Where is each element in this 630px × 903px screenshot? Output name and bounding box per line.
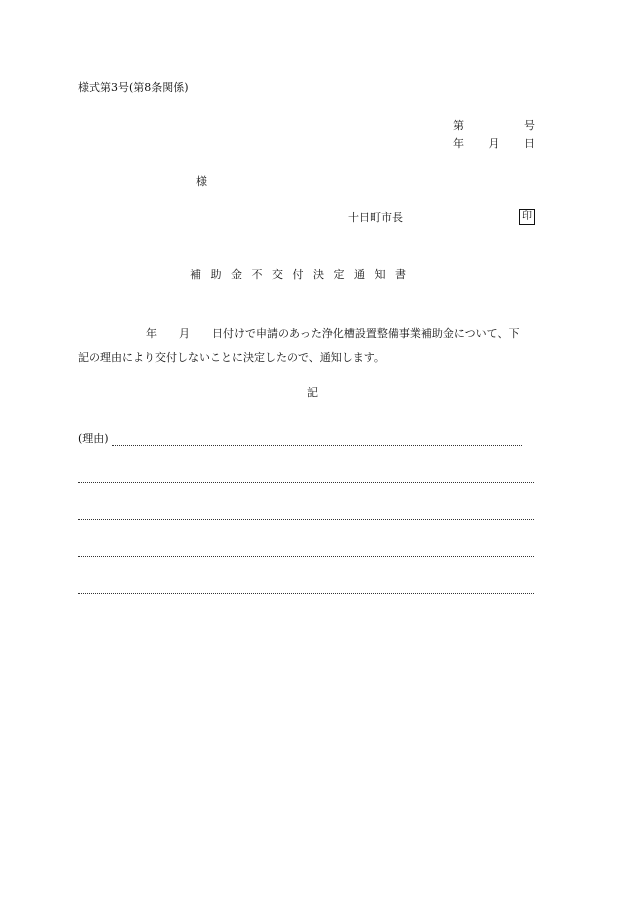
date-day: 日 <box>524 137 535 150</box>
body-text-line1: 日付けで申請のあった浄化槽設置整備事業補助金について、下 <box>212 327 520 340</box>
issuer-name: 十日町市長 <box>348 211 403 224</box>
reason-dotted-line-3[interactable] <box>78 519 534 520</box>
reason-dotted-line-2[interactable] <box>78 482 534 483</box>
date-row <box>453 137 535 151</box>
reason-dotted-line-5[interactable] <box>78 593 534 594</box>
body-month: 月 <box>179 327 190 340</box>
number-go: 号 <box>524 119 535 132</box>
body-paragraph <box>78 322 548 370</box>
form-number: 様式第3号(第8条関係) <box>78 81 189 94</box>
seal-mark: 印 <box>519 209 535 225</box>
number-dai: 第 <box>453 119 464 132</box>
document-title: 補助金不交付決定通知書 <box>190 268 416 281</box>
reason-label: (理由) <box>78 432 109 445</box>
addressee-suffix: 様 <box>196 175 207 188</box>
date-month: 月 <box>488 137 500 150</box>
document-number-row <box>453 119 535 133</box>
body-year: 年 <box>146 327 157 340</box>
reason-dotted-line-4[interactable] <box>78 556 534 557</box>
body-text-line2: 記の理由により交付しないことに決定したので、通知します。 <box>78 351 385 364</box>
reason-dotted-line-1[interactable] <box>112 445 522 446</box>
ki-heading: 記 <box>307 386 318 399</box>
date-year: 年 <box>453 137 464 150</box>
